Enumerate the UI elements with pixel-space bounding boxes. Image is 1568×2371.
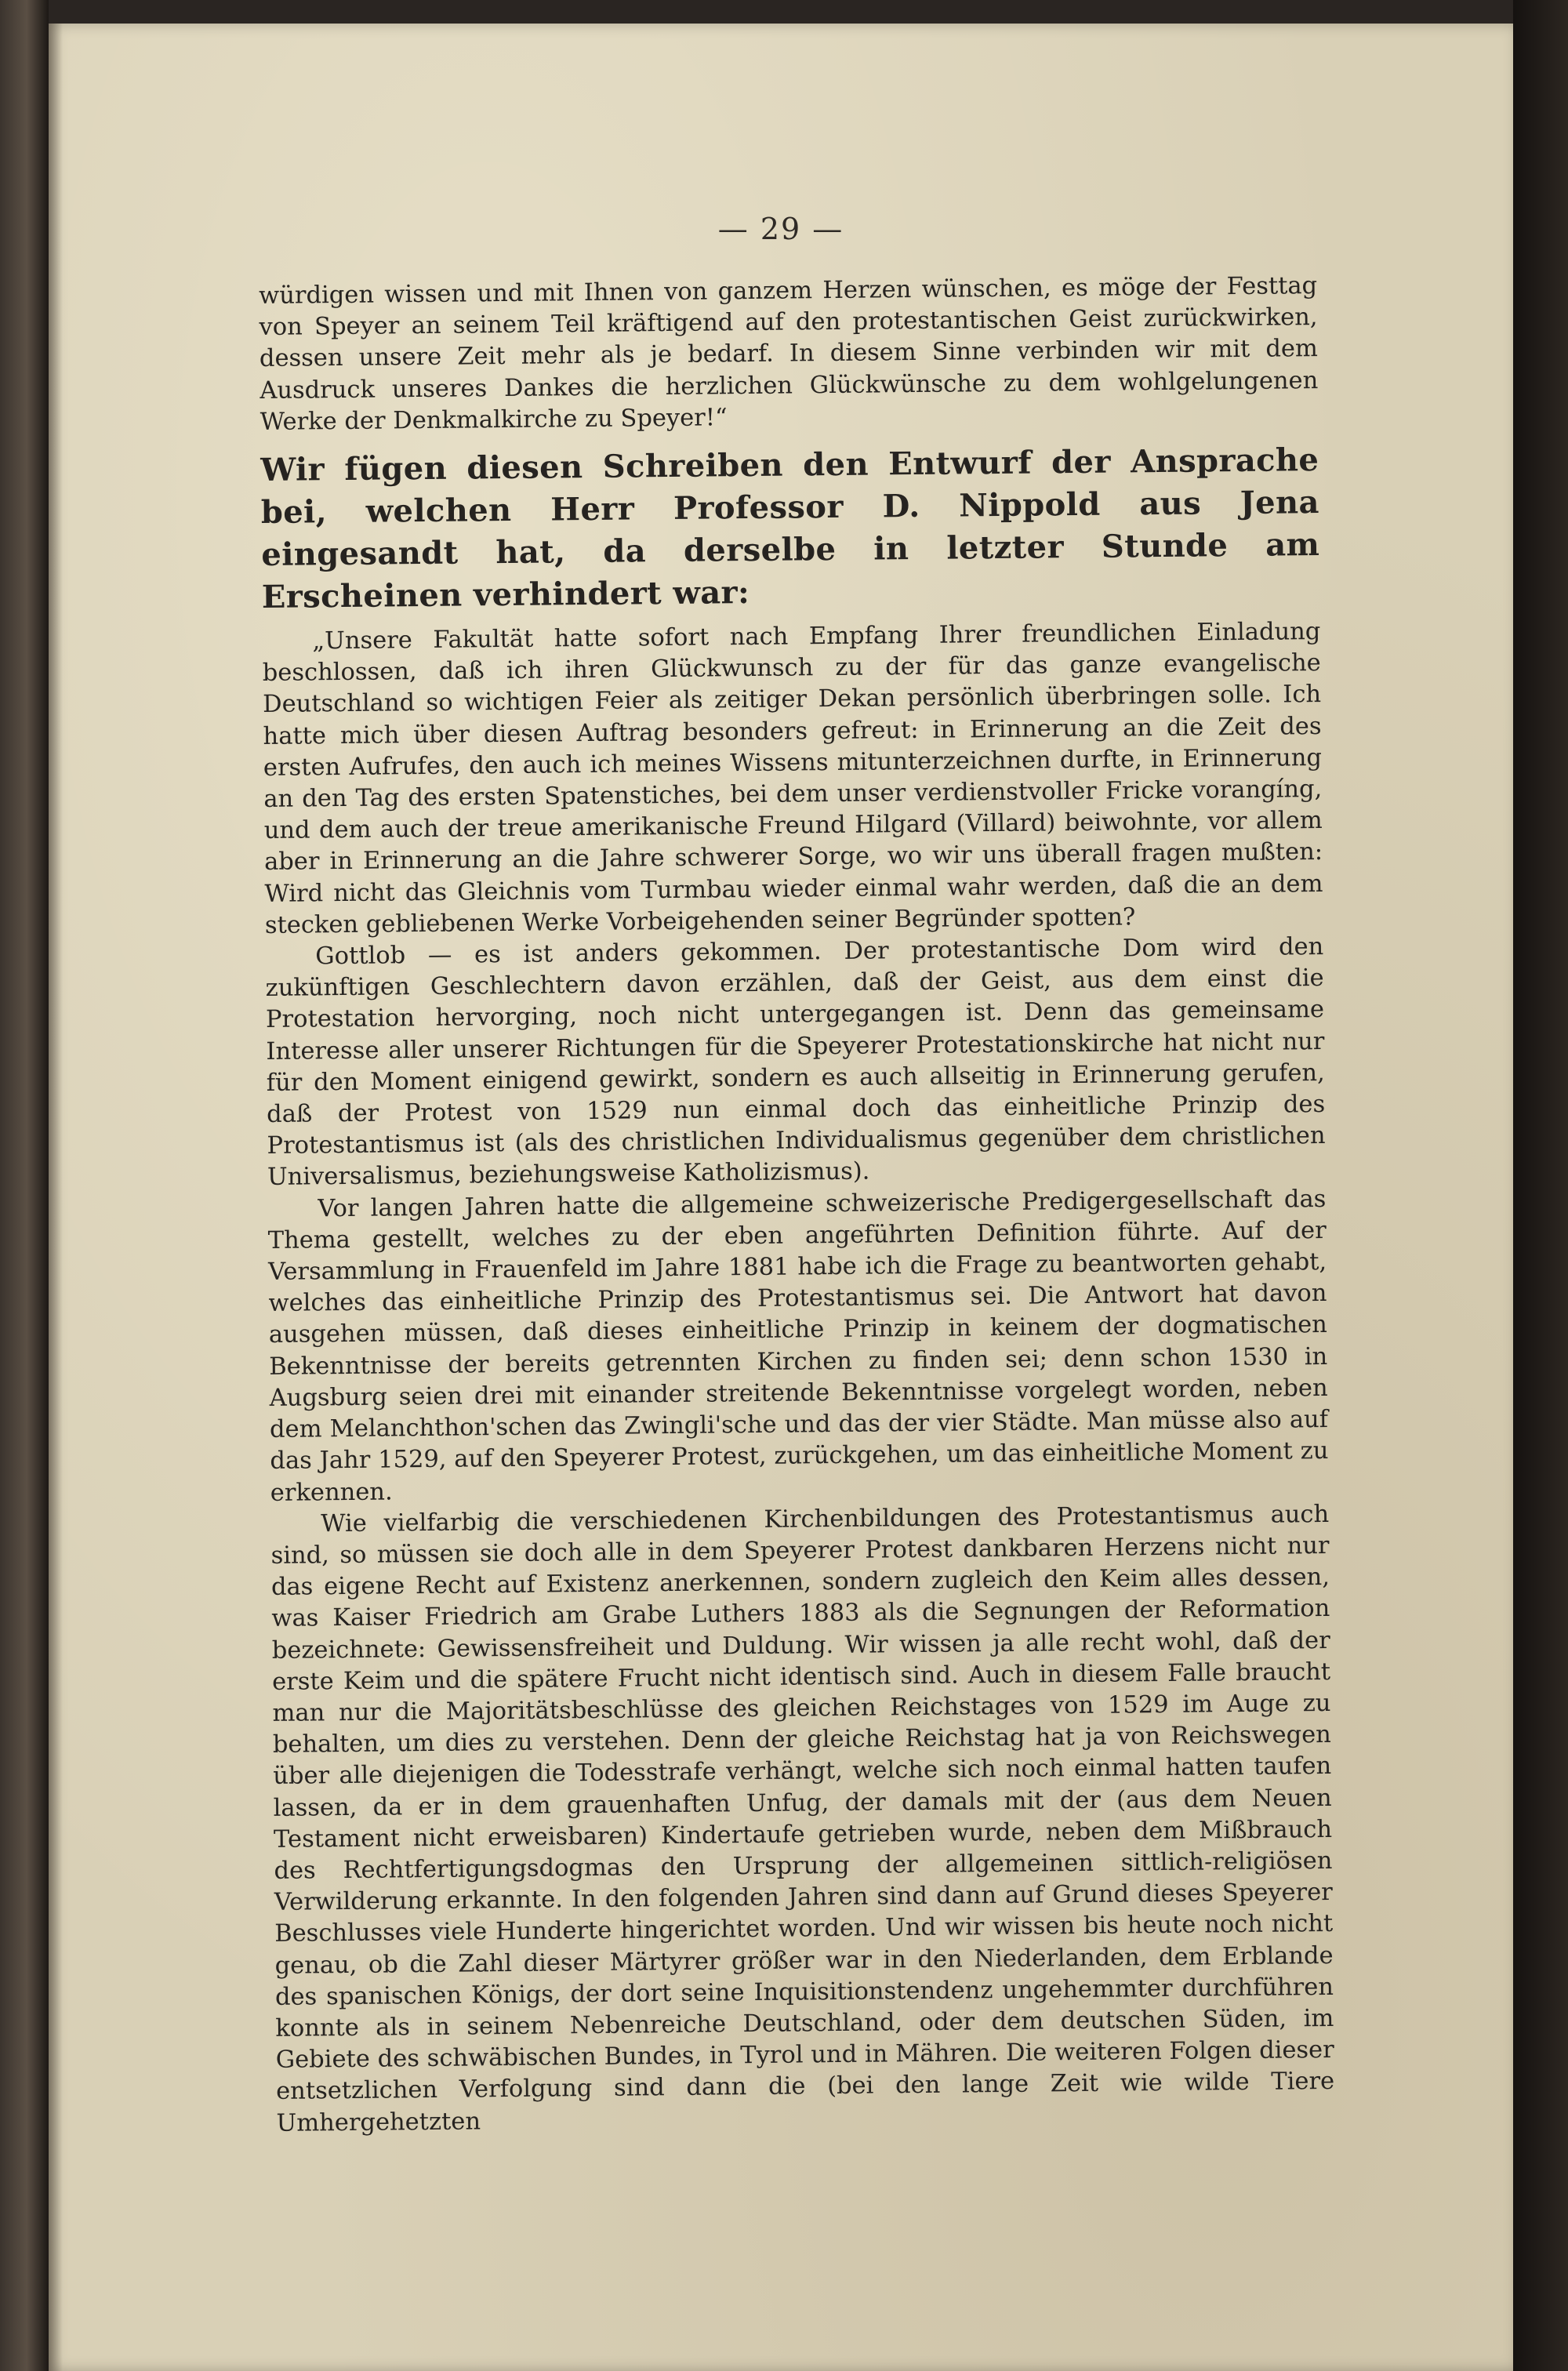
paragraph-speech-opening: „Unsere Fakultät hatte sofort nach Empfang Ihrer freundlichen Einladung beschlossen, daß ich ihren Glückwunsch zu der für das ganze evangelische Deutschland so wichtigen Feier als zeitiger Dekan persönlich überbringen solle. Ich hatte mich über diesen Auftrag besonders gefreut: in Erinnerung an die Zeit des ersten Aufrufes, den auch ich meines Wissens mitunterzeichnen durfte, in Erinnerung an den Tag des ersten Spatenstiches, bei dem unser verdienstvoller Fricke vorangíng, und dem auch der treue amerikanische Freund Hilgard (Villard) beiwohnte, vor allem aber in Erinnerung an die Jahre schwerer Sorge, wo wir uns überall fragen mußten: Wird nicht das Gleichnis vom Turmbau wieder einmal wahr werden, daß die an dem stecken gebliebenen Werke Vorbeigehenden seiner Begründer spotten? <box>262 618 1323 939</box>
page-text <box>259 271 1335 2140</box>
book-binding-right <box>1513 0 1568 2371</box>
book-page <box>49 24 1513 2371</box>
book-binding-left <box>0 0 49 2371</box>
paragraph-predigergesellschaft: Vor langen Jahren hatte die allgemeine schweizerische Predigergesellschaft das Thema gestellt, welches zu der eben angeführten Definition führte. Auf der Versammlung in Frauenfeld im Jahre 1881 habe ich die Frage zu beantworten gehabt, welches das einheitliche Prinzip des Protestantismus sei. Die Antwort hat davon ausgehen müssen, daß dieses einheitliche Prinzip in keinem der dogmatischen Bekenntnisse der bereits getrennten Kirchen zu finden sei; denn schon 1530 in Augsburg seien drei mit einander streitende Bekenntnisse vorgelegt worden, neben dem Melanchthon'schen das Zwingli'sche und das der vier Städte. Man müsse also auf das Jahr 1529, auf den Speyerer Protest, zurückgehen, um das einheitliche Moment zu erkennen. <box>267 1185 1329 1507</box>
paragraph-heading-intro: Wir fügen diesen Schreiben den Entwurf der Ansprache bei, welchen Herr Professor D. Nippold aus Jena eingesandt hat, da derselbe in letzter Stunde am Erscheinen verhindert war: <box>260 441 1320 615</box>
paragraph-letter-closing: würdigen wissen und mit Ihnen von ganzem Herzen wünschen, es möge der Festtag von Speyer an seinem Teil kräftigend auf den protestantischen Geist zurückwirken, dessen unsere Zeit mehr als je bedarf. In diesem Sinne verbinden wir mit dem Ausdruck unseres Dankes die herzlichen Glückwünsche zu dem wohlgelungenen Werke der Denkmalkirche zu Speyer!“ <box>259 272 1319 436</box>
paragraph-gottlob: Gottlob — es ist anders gekommen. Der protestantische Dom wird den zukünftigen Geschlechtern davon erzählen, daß der Geist, aus dem einst die Protestation hervorging, noch nicht untergegangen ist. Denn das gemeinsame Interesse aller unserer Richtungen für die Speyerer Protestationskirche hat nicht nur für den Moment einigend gewirkt, sondern es auch allseitig in Erinnerung gerufen, daß der Protest von 1529 nun einmal doch das einheitliche Prinzip des Protestantismus ist (als des christlichen Individualismus gegenüber dem christlichen Universalismus, beziehungsweise Katholizismus). <box>265 933 1326 1192</box>
page-number: — 29 — <box>717 212 844 246</box>
paragraph-kirchenbildungen: Wie vielfarbig die verschiedenen Kirchenbildungen des Protestantismus auch sind, so müssen sie doch alle in dem Speyerer Protest dankbaren Herzens nicht nur das eigene Recht auf Existenz anerkennen, sondern zugleich den Keim alles dessen, was Kaiser Friedrich am Grabe Luthers 1883 als die Segnungen der Reformation bezeichnete: Gewissensfreiheit und Duldung. Wir wissen ja alle recht wohl, daß der erste Keim und die spätere Frucht nicht identisch sind. Auch in diesem Falle braucht man nur die Majoritätsbeschlüsse des gleichen Reichstages von 1529 im Auge zu behalten, um dies zu verstehen. Denn der gleiche Reichstag hat ja von Reichswegen über alle diejenigen die Todesstrafe verhängt, welche sich noch einmal hatten taufen lassen, da er in dem grauenhaften Unfug, der damals mit der (aus dem Neuen Testament nicht erweisbaren) Kindertaufe getrieben wurde, neben dem Mißbrauch des Rechtfertigungsdogmas den Ursprung der allgemeinen sittlich-religiösen Verwilderung erkannte. In den folgenden Jahren sind dann auf Grund dieses Speyerer Beschlusses viele Hunderte hingerichtet worden. Und wir wissen bis heute noch nicht genau, ob die Zahl dieser Märtyrer größer war in den Niederlanden, dem Erblande des spanischen Königs, der dort seine Inquisitionstendenz ungehemmter durchführen konnte als in seinem Nebenreiche Deutschland, oder dem deutschen Süden, im Gebiete des schwäbischen Bundes, in Tyrol und in Mähren. Die weiteren Folgen dieser entsetzlichen Verfolgung sind dann die (bei den lange Zeit wie wilde Tiere Umhergehetzten <box>270 1500 1335 2137</box>
page-gutter-shadow <box>49 24 63 2371</box>
